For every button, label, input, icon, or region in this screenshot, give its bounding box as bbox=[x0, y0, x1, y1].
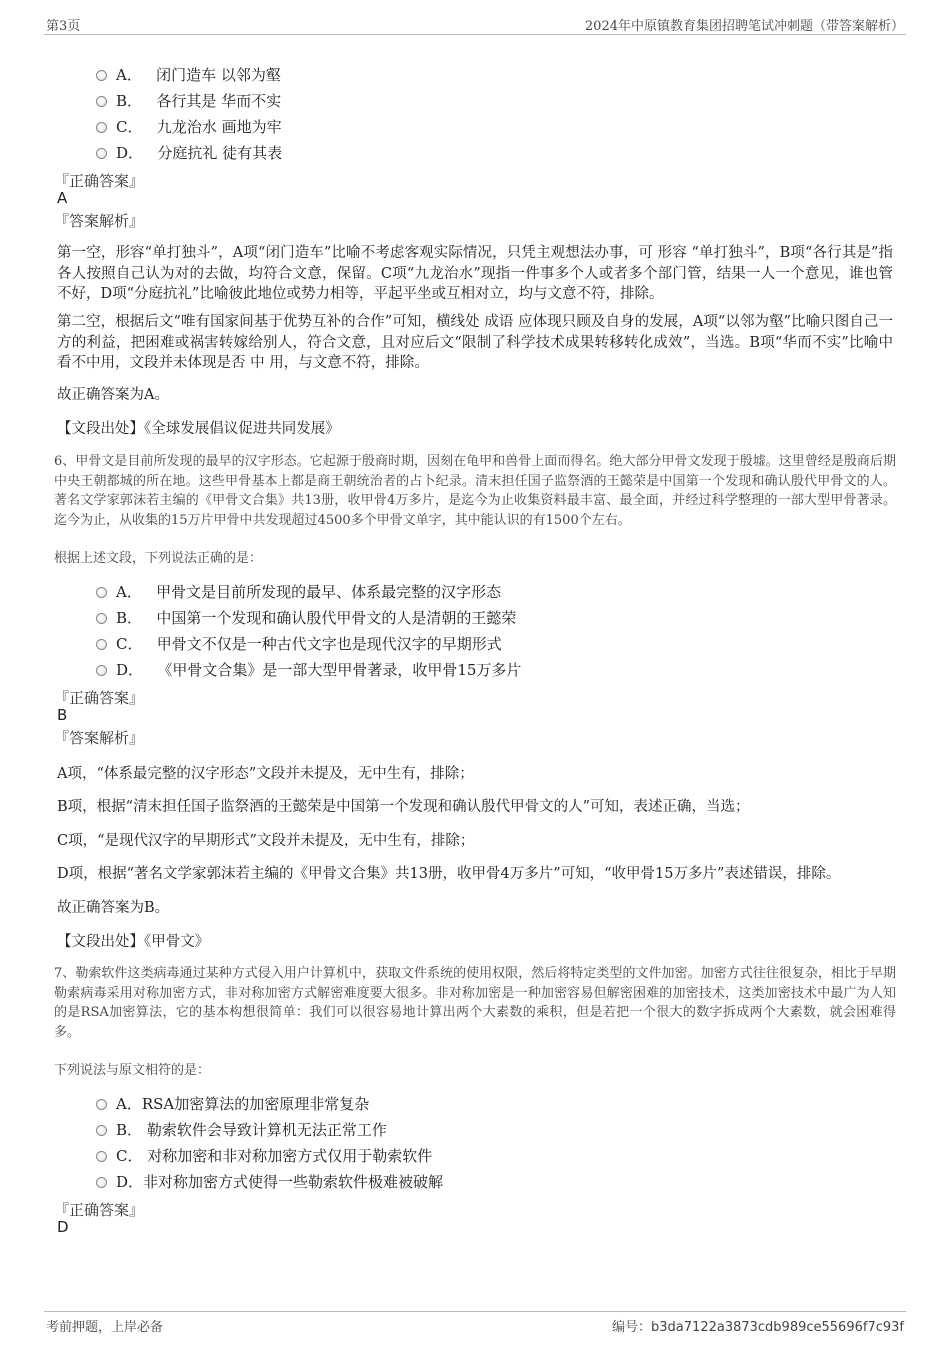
q5-analysis-p2: 第二空，根据后文“唯有国家间基于优势互补的合作”可知，横线处 成语 应体现只顾及自身的发展，A项“以邻为壑”比喻只图自己一方的利益，把困难或祸害转嫁给别人，符合文意，且对应后文“限制了科学技术成果转移转化成效”，当选。B项“华而不实”比喻中看不中用，文段并未体现是否 中 用，与文意不符，排除。 bbox=[57, 314, 893, 371]
q5-answer-label: 『正确答案』 bbox=[54, 172, 145, 190]
q7-answer: D bbox=[57, 1218, 69, 1236]
q6-option-b[interactable]: B． 中国第一个发现和确认殷代甲骨文的人是清朝的王懿荣 bbox=[96, 607, 516, 628]
q5-option-b[interactable]: B． 各行其是 华而不实 bbox=[96, 90, 281, 111]
q6-analysis-a: A项，“体系最完整的汉字形态”文段并未提及，无中生有，排除； bbox=[57, 766, 474, 782]
q5-option-c[interactable]: C． 九龙治水 画地为牢 bbox=[96, 116, 282, 137]
radio-icon[interactable] bbox=[96, 1125, 107, 1136]
radio-icon[interactable] bbox=[96, 122, 107, 133]
q7-question: 下列说法与原文相符的是： bbox=[54, 1063, 211, 1078]
q5-analysis-p1: 第一空，形容“单打独斗”，A项“闭门造车”比喻不考虑客观实际情况，只凭主观想法办事，可 形容 “单打独斗”，B项“各行其是”指各人按照自己认为对的去做，均符合文意，保留。C项“九龙治水”现指一件事多个人或者多个部门管，结果一人一个意见，谁也管不好，D项“分庭抗礼”比喻彼此地位或势力相等，平起平坐或互相对立，均与文意不符，排除。 bbox=[57, 245, 893, 302]
q6-analysis-d: D项，根据“著名文学家郭沫若主编的《甲骨文合集》共13册，收甲骨4万多片”可知，“收甲骨15万多片”表述错误，排除。 bbox=[57, 866, 841, 882]
q6-option-d[interactable]: D． 《甲骨文合集》是一部大型甲骨著录，收甲骨15万多片 bbox=[96, 659, 521, 680]
q6-source: 【文段出处】《甲骨文》 bbox=[57, 934, 210, 950]
q5-answer: A bbox=[57, 189, 68, 207]
q5-option-a[interactable]: A． 闭门造车 以邻为壑 bbox=[96, 64, 281, 85]
q5-source: 【文段出处】《全球发展倡议促进共同发展》 bbox=[57, 421, 340, 437]
q5-option-d[interactable]: D． 分庭抗礼 徒有其表 bbox=[96, 142, 282, 163]
q6-analysis-b: B项，根据“清末担任国子监祭酒的王懿荣是中国第一个发现和确认殷代甲骨文的人”可知，表述正确，当选； bbox=[57, 799, 750, 815]
radio-icon[interactable] bbox=[96, 613, 107, 624]
q7-option-a[interactable]: A．RSA加密算法的加密原理非常复杂 bbox=[96, 1093, 369, 1114]
radio-icon[interactable] bbox=[96, 70, 107, 81]
q6-answer-label: 『正确答案』 bbox=[54, 689, 145, 707]
q6-stem: 6、甲骨文是目前所发现的最早的汉字形态。它起源于殷商时期，因刻在龟甲和兽骨上面而得名。绝大部分甲骨文发现于殷墟。这里曾经是殷商后期中央王朝都城的所在地。这些甲骨基本上都是商王朝统治者的占卜纪录。清末担任国子监祭酒的王懿荣是中国第一个发现和确认殷代甲骨文的人。著名文学家郭沫若主编的《甲骨文合集》共13册，收甲骨4万多片，是迄今为止收集资料最丰富、最全面，并经过科学整理的一部大型甲骨著录。迄今为止，从收集的15万片甲骨中共发现超过4500多个甲骨文单字，其中能认识的有1500个左右。 bbox=[54, 454, 896, 528]
radio-icon[interactable] bbox=[96, 587, 107, 598]
radio-icon[interactable] bbox=[96, 1177, 107, 1188]
page-footer bbox=[44, 1311, 906, 1336]
footer-code-label: 编号： bbox=[612, 1320, 652, 1335]
footer-code-value: b3da7122a3873cdb989ce55696f7c93f bbox=[651, 1320, 904, 1335]
q5-analysis-label: 『答案解析』 bbox=[54, 212, 145, 230]
page-number: 第3页 bbox=[46, 19, 81, 34]
radio-icon[interactable] bbox=[96, 639, 107, 650]
q6-option-a[interactable]: A． 甲骨文是目前所发现的最早、体系最完整的汉字形态 bbox=[96, 581, 501, 602]
page-header bbox=[44, 14, 906, 35]
footer-code bbox=[612, 1316, 904, 1335]
radio-icon[interactable] bbox=[96, 665, 107, 676]
q7-option-d[interactable]: D．非对称加密方式使得一些勒索软件极难被破解 bbox=[96, 1171, 443, 1192]
radio-icon[interactable] bbox=[96, 1151, 107, 1162]
radio-icon[interactable] bbox=[96, 148, 107, 159]
q6-answer: B bbox=[57, 706, 68, 724]
footer-slogan: 考前押题，上岸必备 bbox=[46, 1320, 164, 1335]
q6-analysis-c: C项，“是现代汉字的早期形式”文段并未提及，无中生有，排除； bbox=[57, 833, 475, 849]
q6-analysis-label: 『答案解析』 bbox=[54, 729, 145, 747]
q6-conclusion: 故正确答案为B。 bbox=[57, 900, 170, 916]
document-title: 2024年中原镇教育集团招聘笔试冲刺题（带答案解析） bbox=[584, 19, 904, 34]
q6-option-c[interactable]: C． 甲骨文不仅是一种古代文字也是现代汉字的早期形式 bbox=[96, 633, 502, 654]
radio-icon[interactable] bbox=[96, 1099, 107, 1110]
q7-option-b[interactable]: B． 勒索软件会导致计算机无法正常工作 bbox=[96, 1119, 387, 1140]
q7-stem: 7、勒索软件这类病毒通过某种方式侵入用户计算机中，获取文件系统的使用权限，然后将特定类型的文件加密。加密方式往往很复杂，相比于早期勒索病毒采用对称加密方式，非对称加密方式解密难度要大很多。非对称加密是一种加密容易但解密困难的加密技术，这类加密技术中最广为人知的是RSA加密算法，它的基本构想很简单：我们可以很容易地计算出两个大素数的乘积，但是若把一个很大的数字拆成两个大素数，就会困难得多。 bbox=[54, 966, 896, 1040]
q6-question: 根据上述文段，下列说法正确的是： bbox=[54, 551, 263, 566]
q5-conclusion: 故正确答案为A。 bbox=[57, 387, 169, 403]
q7-option-c[interactable]: C． 对称加密和非对称加密方式仅用于勒索软件 bbox=[96, 1145, 432, 1166]
q7-answer-label: 『正确答案』 bbox=[54, 1201, 145, 1219]
radio-icon[interactable] bbox=[96, 96, 107, 107]
